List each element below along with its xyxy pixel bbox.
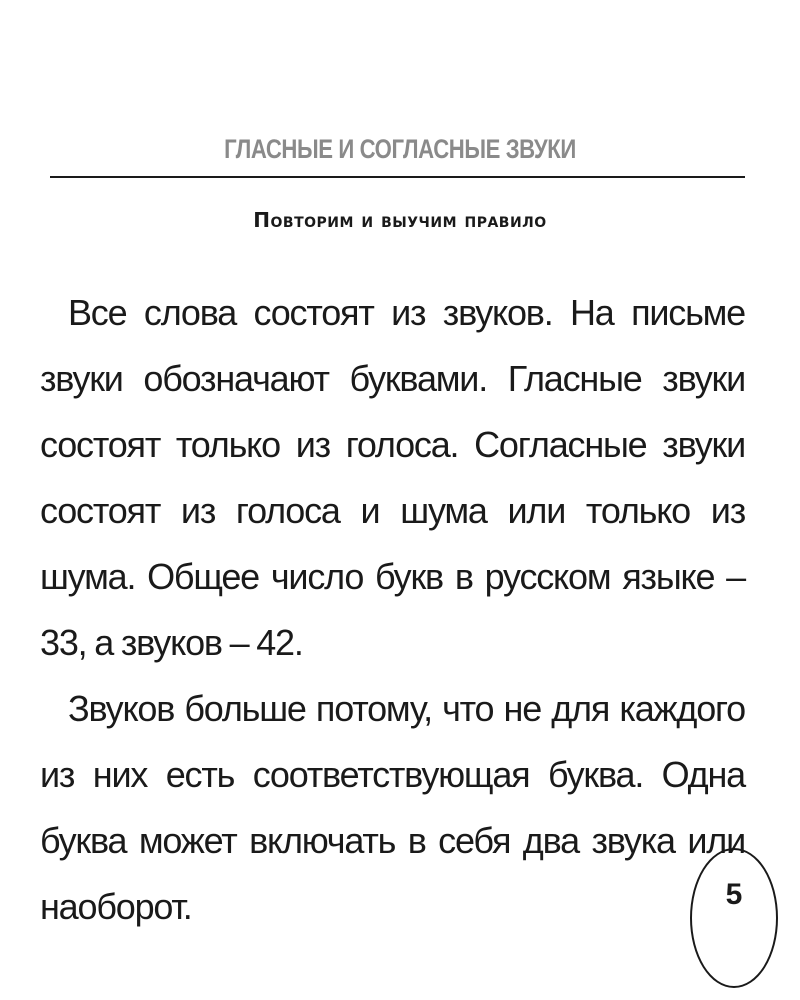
paragraph-2: Звуков больше потому, что не для каждого из них есть соответствующая буква. Одна буква может включать в себя два звука или наоборот. — [40, 688, 745, 927]
body-text — [40, 280, 745, 940]
page-number-circle — [690, 848, 778, 988]
section-title: ГЛАСНЫЕ И СОГЛАСНЫЕ ЗВУКИ — [224, 134, 576, 164]
header-divider — [50, 176, 745, 178]
paragraph-1: Все слова состоят из звуков. На письме звуки обозначают буквами. Гласные звуки состоят только из голоса. Согласные звуки состоят из голоса и шума или только из шума. Общее число букв в русском языке – 33, а звуков – 42. — [40, 292, 745, 663]
subtitle: Повторим и выучим правило — [253, 208, 547, 232]
page-number: 5 — [725, 878, 743, 911]
